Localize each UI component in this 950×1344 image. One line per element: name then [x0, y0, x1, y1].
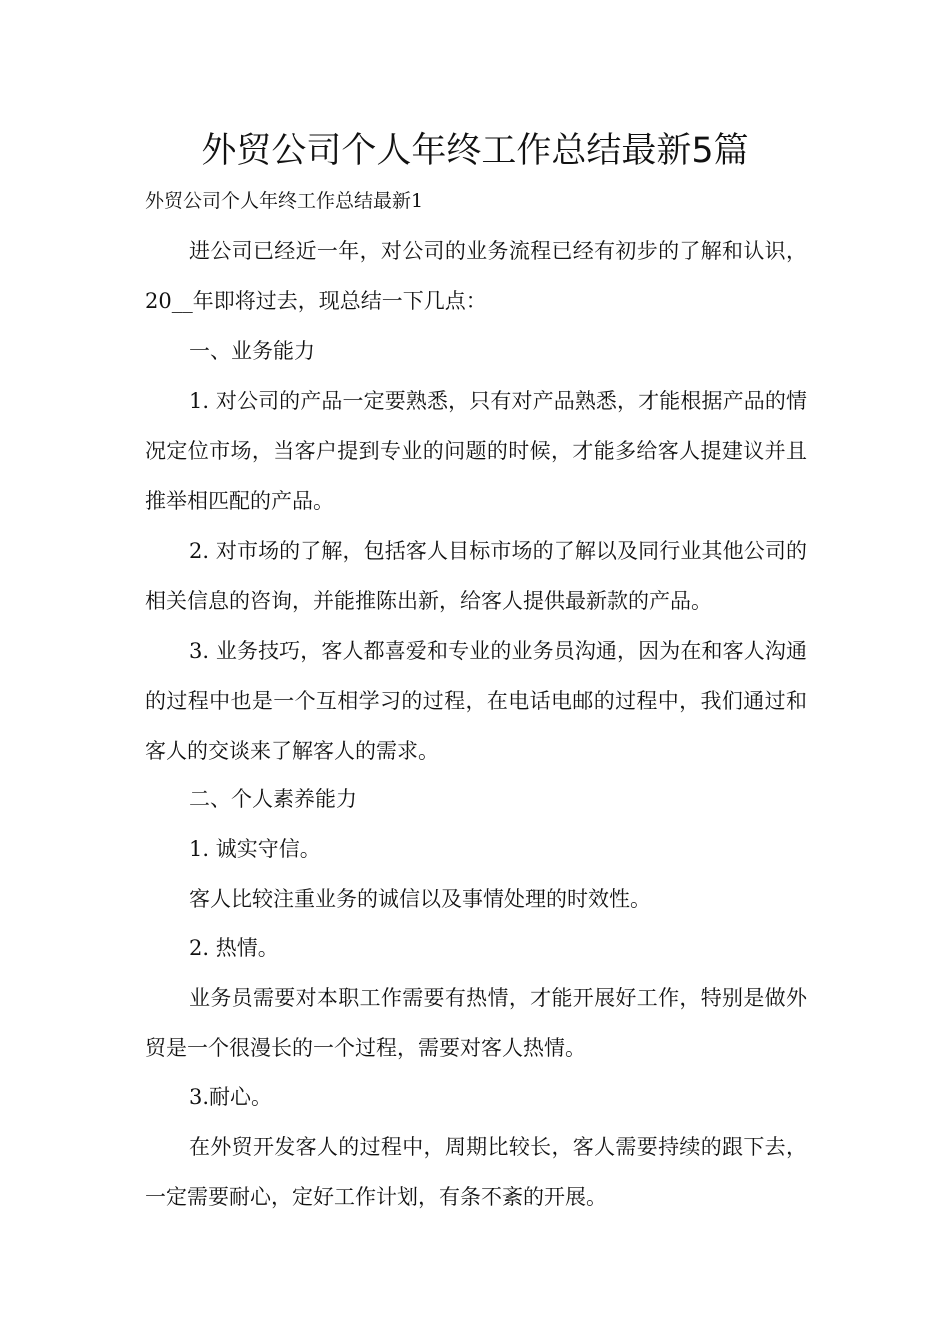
paragraph-market-knowledge: 2. 对市场的了解，包括客人目标市场的了解以及同行业其他公司的相关信息的咨询，并能推陈出新，给客人提供最新款的产品。	[145, 539, 807, 613]
document-title: 外贸公司个人年终工作总结最新5篇	[201, 131, 749, 171]
paragraph-patience: 在外贸开发客人的过程中，周期比较长，客人需要持续的跟下去，一定需要耐心，定好工作计划，有条不紊的开展。	[145, 1135, 807, 1209]
item-patience: 3.耐心。	[189, 1085, 273, 1109]
heading-personal-quality: 二、个人素养能力	[189, 787, 357, 811]
paragraph-business-skills: 3. 业务技巧，客人都喜爱和专业的业务员沟通，因为在和客人沟通的过程中也是一个互相学习的过程，在电话电邮的过程中，我们通过和客人的交谈来了解客人的需求。	[145, 639, 807, 763]
paragraph-product-knowledge: 1. 对公司的产品一定要熟悉，只有对产品熟悉，才能根据产品的情况定位市场，当客户提到专业的问题的时候，才能多给客人提建议并且推举相匹配的产品。	[145, 389, 807, 513]
paragraph-intro: 进公司已经近一年，对公司的业务流程已经有初步的了解和认识，20__年即将过去，现总结一下几点：	[145, 239, 807, 313]
section-subtitle: 外贸公司个人年终工作总结最新1	[145, 190, 424, 212]
heading-business-ability: 一、业务能力	[189, 339, 315, 363]
item-enthusiasm: 2. 热情。	[189, 936, 279, 960]
paragraph-enthusiasm: 业务员需要对本职工作需要有热情，才能开展好工作，特别是做外贸是一个很漫长的一个过程，需要对客人热情。	[145, 986, 807, 1060]
item-honesty: 1. 诚实守信。	[189, 837, 321, 861]
paragraph-honesty: 客人比较注重业务的诚信以及事情处理的时效性。	[189, 887, 651, 911]
